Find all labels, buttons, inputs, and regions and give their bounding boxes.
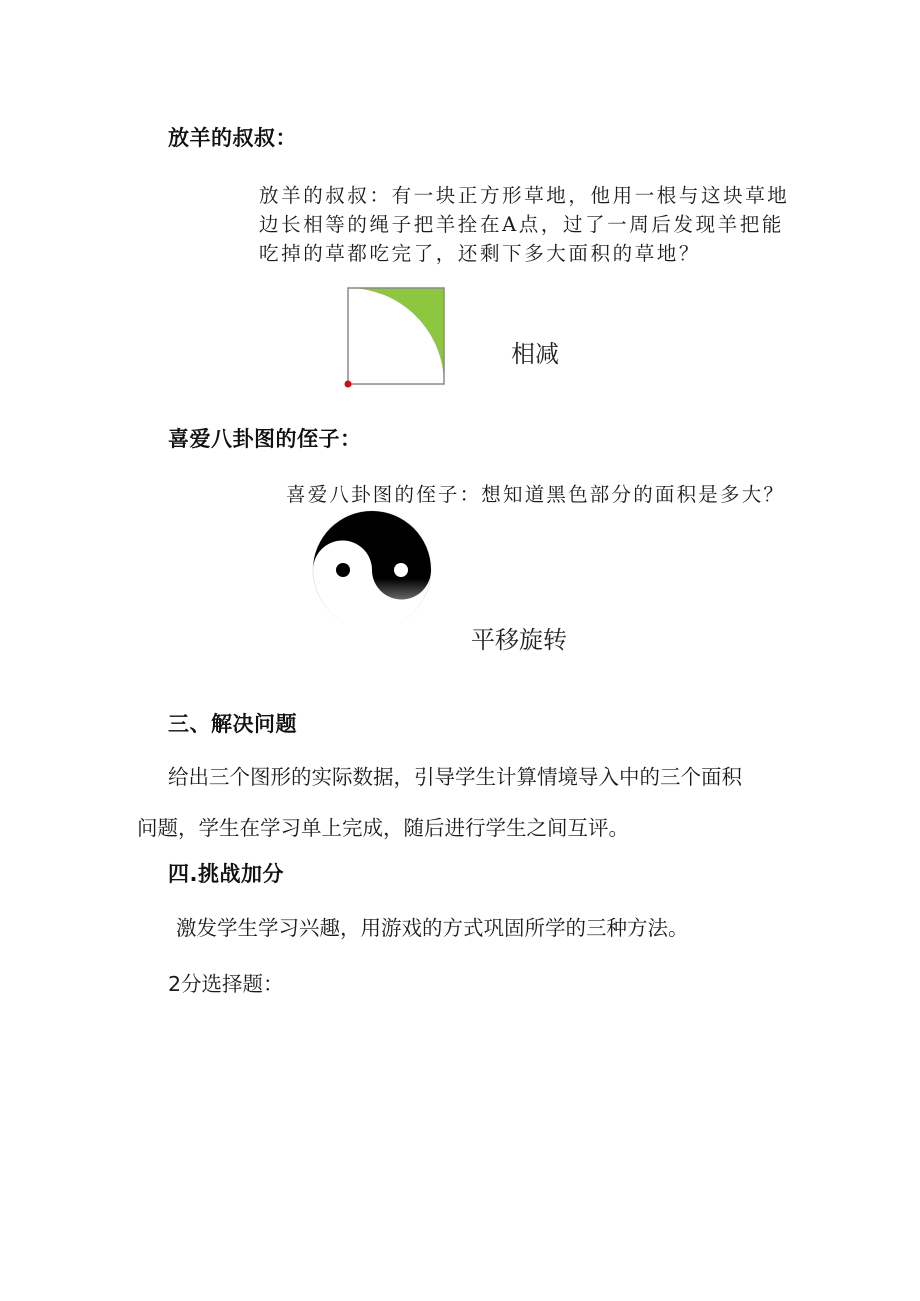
point-a-marker	[345, 381, 352, 388]
two-point-choice-label: 2分选择题：	[168, 972, 284, 996]
square-quarter-circle-figure	[340, 282, 452, 392]
subtract-method-label: 相减	[511, 340, 559, 368]
remaining-grass-region	[348, 288, 444, 384]
yin-yang-figure	[310, 508, 434, 622]
goat-problem-line-3: 吃掉的草都吃完了，还剩下多大面积的草地？	[259, 242, 702, 265]
section-three-heading: 三、解决问题	[168, 712, 297, 736]
section-four-line: 激发学生学习兴趣，用游戏的方式巩固所学的三种方法。	[176, 916, 689, 940]
section-three-line-1: 给出三个图形的实际数据，引导学生计算情境导入中的三个面积	[168, 765, 742, 789]
bagua-section-heading: 喜爱八卦图的侄子：	[168, 427, 362, 451]
goat-problem-line-1: 放羊的叔叔：有一块正方形草地，他用一根与这块草地	[259, 184, 790, 207]
section-three-line-2: 问题，学生在学习单上完成，随后进行学生之间互评。	[137, 816, 629, 840]
goat-section-heading: 放羊的叔叔：	[168, 126, 297, 150]
section-four-heading: 四.挑战加分	[168, 862, 284, 886]
goat-problem-line-2: 边长相等的绳子把羊拴在A点，过了一周后发现羊把能	[259, 213, 784, 236]
bagua-problem-line: 喜爱八卦图的侄子：想知道黑色部分的面积是多大？	[286, 483, 786, 506]
translate-rotate-method-label: 平移旋转	[471, 626, 567, 654]
